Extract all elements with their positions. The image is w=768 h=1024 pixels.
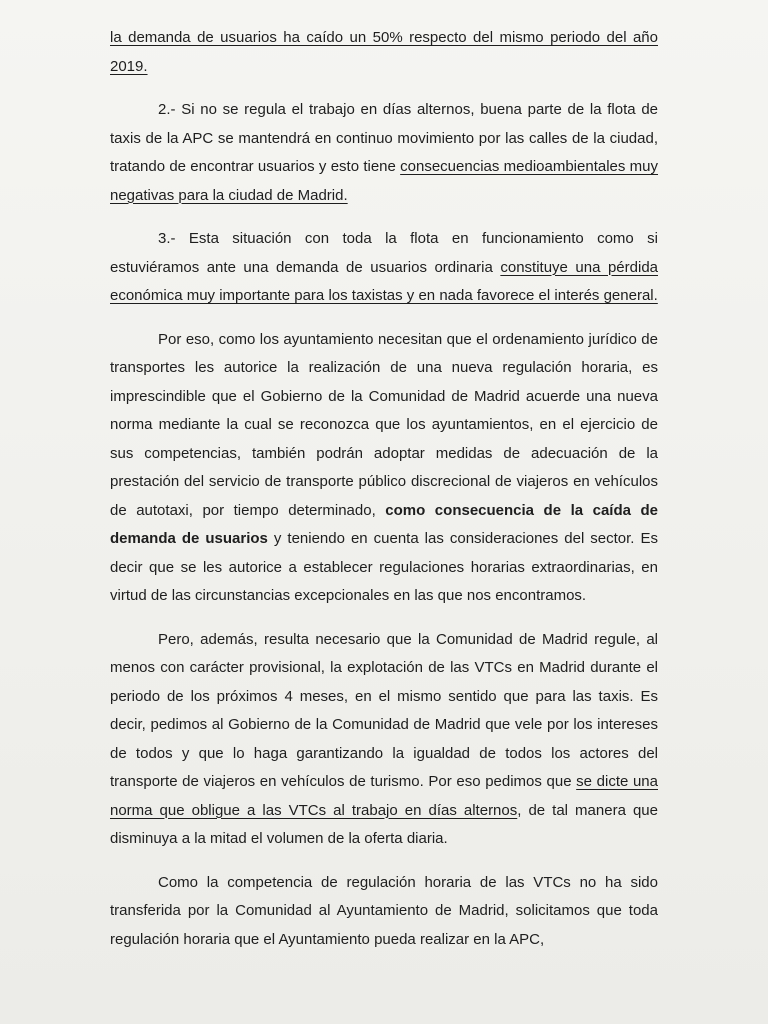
text-run: Por eso, como los ayuntamiento necesitan que el ordenamiento jurídico de transportes les autorice la realización de una nueva regulación horaria, es imprescindible que el Gobierno de la Comunidad de Madrid acuerde una nueva norma mediante la cual se reconozca que los ayuntamientos, en el ejercicio de sus competencias, también podrán adoptar medidas de adecuación de la prestación del servicio de transporte público discrecional de viajeros en vehículos de autotaxi, por tiempo determinado, xyxy=(110,330,658,519)
text-run: Pero, además, resulta necesario que la Comunidad de Madrid regule, al menos con carácter provisional, la explotación de las VTCs en Madrid durante el periodo de los próximos 4 meses, en el mismo sentido que para las taxis. Es decir, pedimos al Gobierno de la Comunidad de Madrid que vele por los intereses de todos y que lo haga garantizando la igualdad de todos los actores del transporte de viajeros en vehículos de turismo. Por eso pedimos que xyxy=(110,630,658,790)
paragraph-point-3 xyxy=(110,225,658,311)
text-run: 2.- Si no se regula el trabajo en días alternos, buena parte de la flota de taxis de la APC se mantendrá en continuo movimiento por las calles de la ciudad, tratando de encontrar usuarios y esto tiene xyxy=(110,101,658,175)
paragraph-competencia xyxy=(110,869,658,955)
paragraph-point-2 xyxy=(110,96,658,210)
text-run: y teniendo en cuenta las consideraciones del sector. Es decir que se les autorice a establecer regulaciones horarias extraordinarias, en virtud de las circunstancias excepcionales en las que nos encontramos. xyxy=(110,530,658,604)
paragraph-por-eso xyxy=(110,326,658,611)
paragraph-demand-drop xyxy=(110,24,658,81)
text-bold: como consecuencia de la caída de demanda de usuarios xyxy=(110,501,659,547)
text-underlined: constituye una pérdida económica muy importante para los taxistas y en nada favorece el interés general. xyxy=(110,258,658,304)
text-run: Como la competencia de regulación horaria de las VTCs no ha sido transferida por la Comunidad al Ayuntamiento de Madrid, solicitamos que toda regulación horaria que el Ayuntamiento pueda realizar en la APC, xyxy=(110,873,658,948)
text-run: , de tal manera que disminuya a la mitad el volumen de la oferta diaria. xyxy=(110,801,658,847)
text-underlined: se dicte una norma que obligue a las VTCs al trabajo en días alternos xyxy=(110,773,658,819)
text-run: 3.- Esta situación con toda la flota en funcionamiento como si estuviéramos ante una demanda de usuarios ordinaria xyxy=(110,230,658,276)
paragraph-vtc-regulation xyxy=(110,626,658,854)
text-underlined: la demanda de usuarios ha caído un 50% respecto del mismo periodo del año 2019. xyxy=(110,29,658,75)
text-underlined: consecuencias medioambientales muy negativas para la ciudad de Madrid. xyxy=(110,158,659,204)
